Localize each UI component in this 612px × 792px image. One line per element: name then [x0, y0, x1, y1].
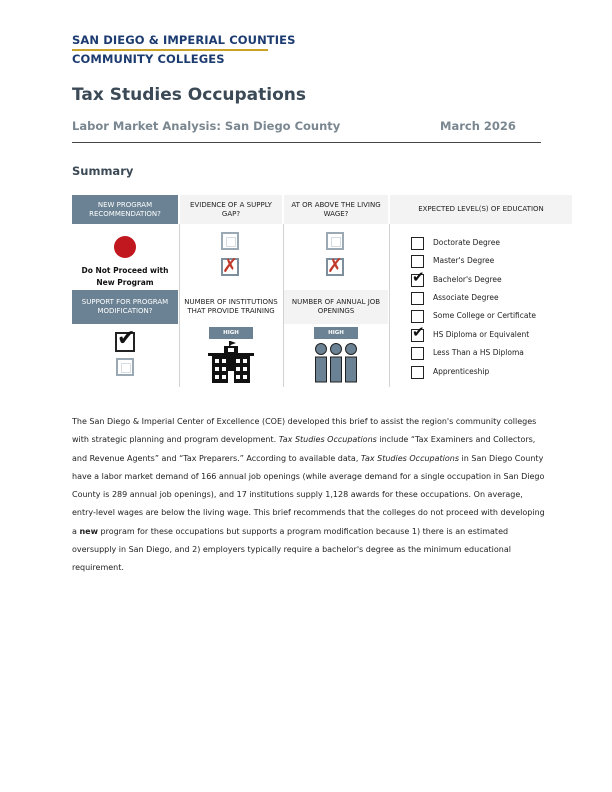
x-mark-icon: ✗ [327, 255, 343, 277]
title-divider [72, 142, 541, 143]
school-building-icon [208, 341, 254, 383]
grid-divider [389, 224, 390, 387]
recommendation-text: Do Not Proceed with New Program [81, 266, 169, 287]
header-support-modification: SUPPORT FOR PROGRAM MODIFICATION? [72, 290, 178, 324]
education-checkbox [411, 292, 424, 305]
header-job-openings: NUMBER OF ANNUAL JOB OPENINGS [284, 290, 388, 324]
summary-paragraph: The San Diego & Imperial Center of Excellence (COE) developed this brief to assist the region's community colleges with strategic planning and program development. Tax Studies Occupations include “Tax Examiners and Collectors, and Revenue Agents” and “Tax Preparers.” According to available data, Tax Studies Occupations in San Diego County have a labor market demand of 166 annual job openings (while average demand for a single occupation in San Diego County is 289 annual job openings), and 17 institutions supply 1,128 awards for these occupations. On average, entry-level wages are below the living wage. This brief recommends that the colleges do not proceed with developing a new program for these occupations but supports a program modification because 1) there is an estimated oversupply in San Diego, and 2) employers typically require a bachelor's degree as the minimum educational requirement. [72, 417, 545, 573]
x-mark-icon: ✗ [222, 255, 238, 277]
page-title: Tax Studies Occupations [72, 85, 306, 105]
education-checkbox [411, 347, 424, 360]
page-subtitle: Labor Market Analysis: San Diego County [72, 119, 341, 133]
brand-line-2: COMMUNITY COLLEGES [72, 51, 225, 66]
report-date: March 2026 [440, 119, 516, 133]
header-institutions: NUMBER OF INSTITUTIONS THAT PROVIDE TRAINING [180, 290, 282, 324]
supply-gap-yes-box [221, 232, 239, 250]
header-supply-gap: EVIDENCE OF A SUPPLY GAP? [180, 195, 282, 224]
section-heading: Summary [72, 164, 134, 178]
people-group-icon [314, 343, 358, 383]
checkmark-icon: ✔ [412, 323, 425, 341]
status-indicator-dot [114, 236, 136, 258]
header-education: EXPECTED LEVEL(S) OF EDUCATION [390, 195, 572, 224]
brand-rule [72, 49, 268, 51]
education-checkbox [411, 323, 425, 342]
header-new-program: NEW PROGRAM RECOMMENDATION? [72, 195, 178, 224]
education-checkbox [411, 310, 424, 323]
living-wage-no-box [326, 255, 344, 277]
header-living-wage: AT OR ABOVE THE LIVING WAGE? [284, 195, 388, 224]
living-wage-yes-box [326, 232, 344, 250]
brand-line-1: SAN DIEGO & IMPERIAL COUNTIES [72, 33, 296, 47]
institutions-level-badge: HIGH [209, 327, 253, 339]
support-yes-box [115, 326, 136, 352]
supply-gap-no-box [221, 255, 239, 277]
education-checkbox [411, 255, 424, 268]
support-no-box [116, 358, 134, 376]
checkmark-icon: ✔ [412, 268, 425, 286]
education-checkbox [411, 237, 424, 250]
checkmark-icon: ✔ [117, 326, 136, 351]
education-checkbox [411, 366, 424, 379]
education-checkbox [411, 268, 425, 287]
openings-level-badge: HIGH [314, 327, 358, 339]
brand-logo [72, 33, 295, 67]
